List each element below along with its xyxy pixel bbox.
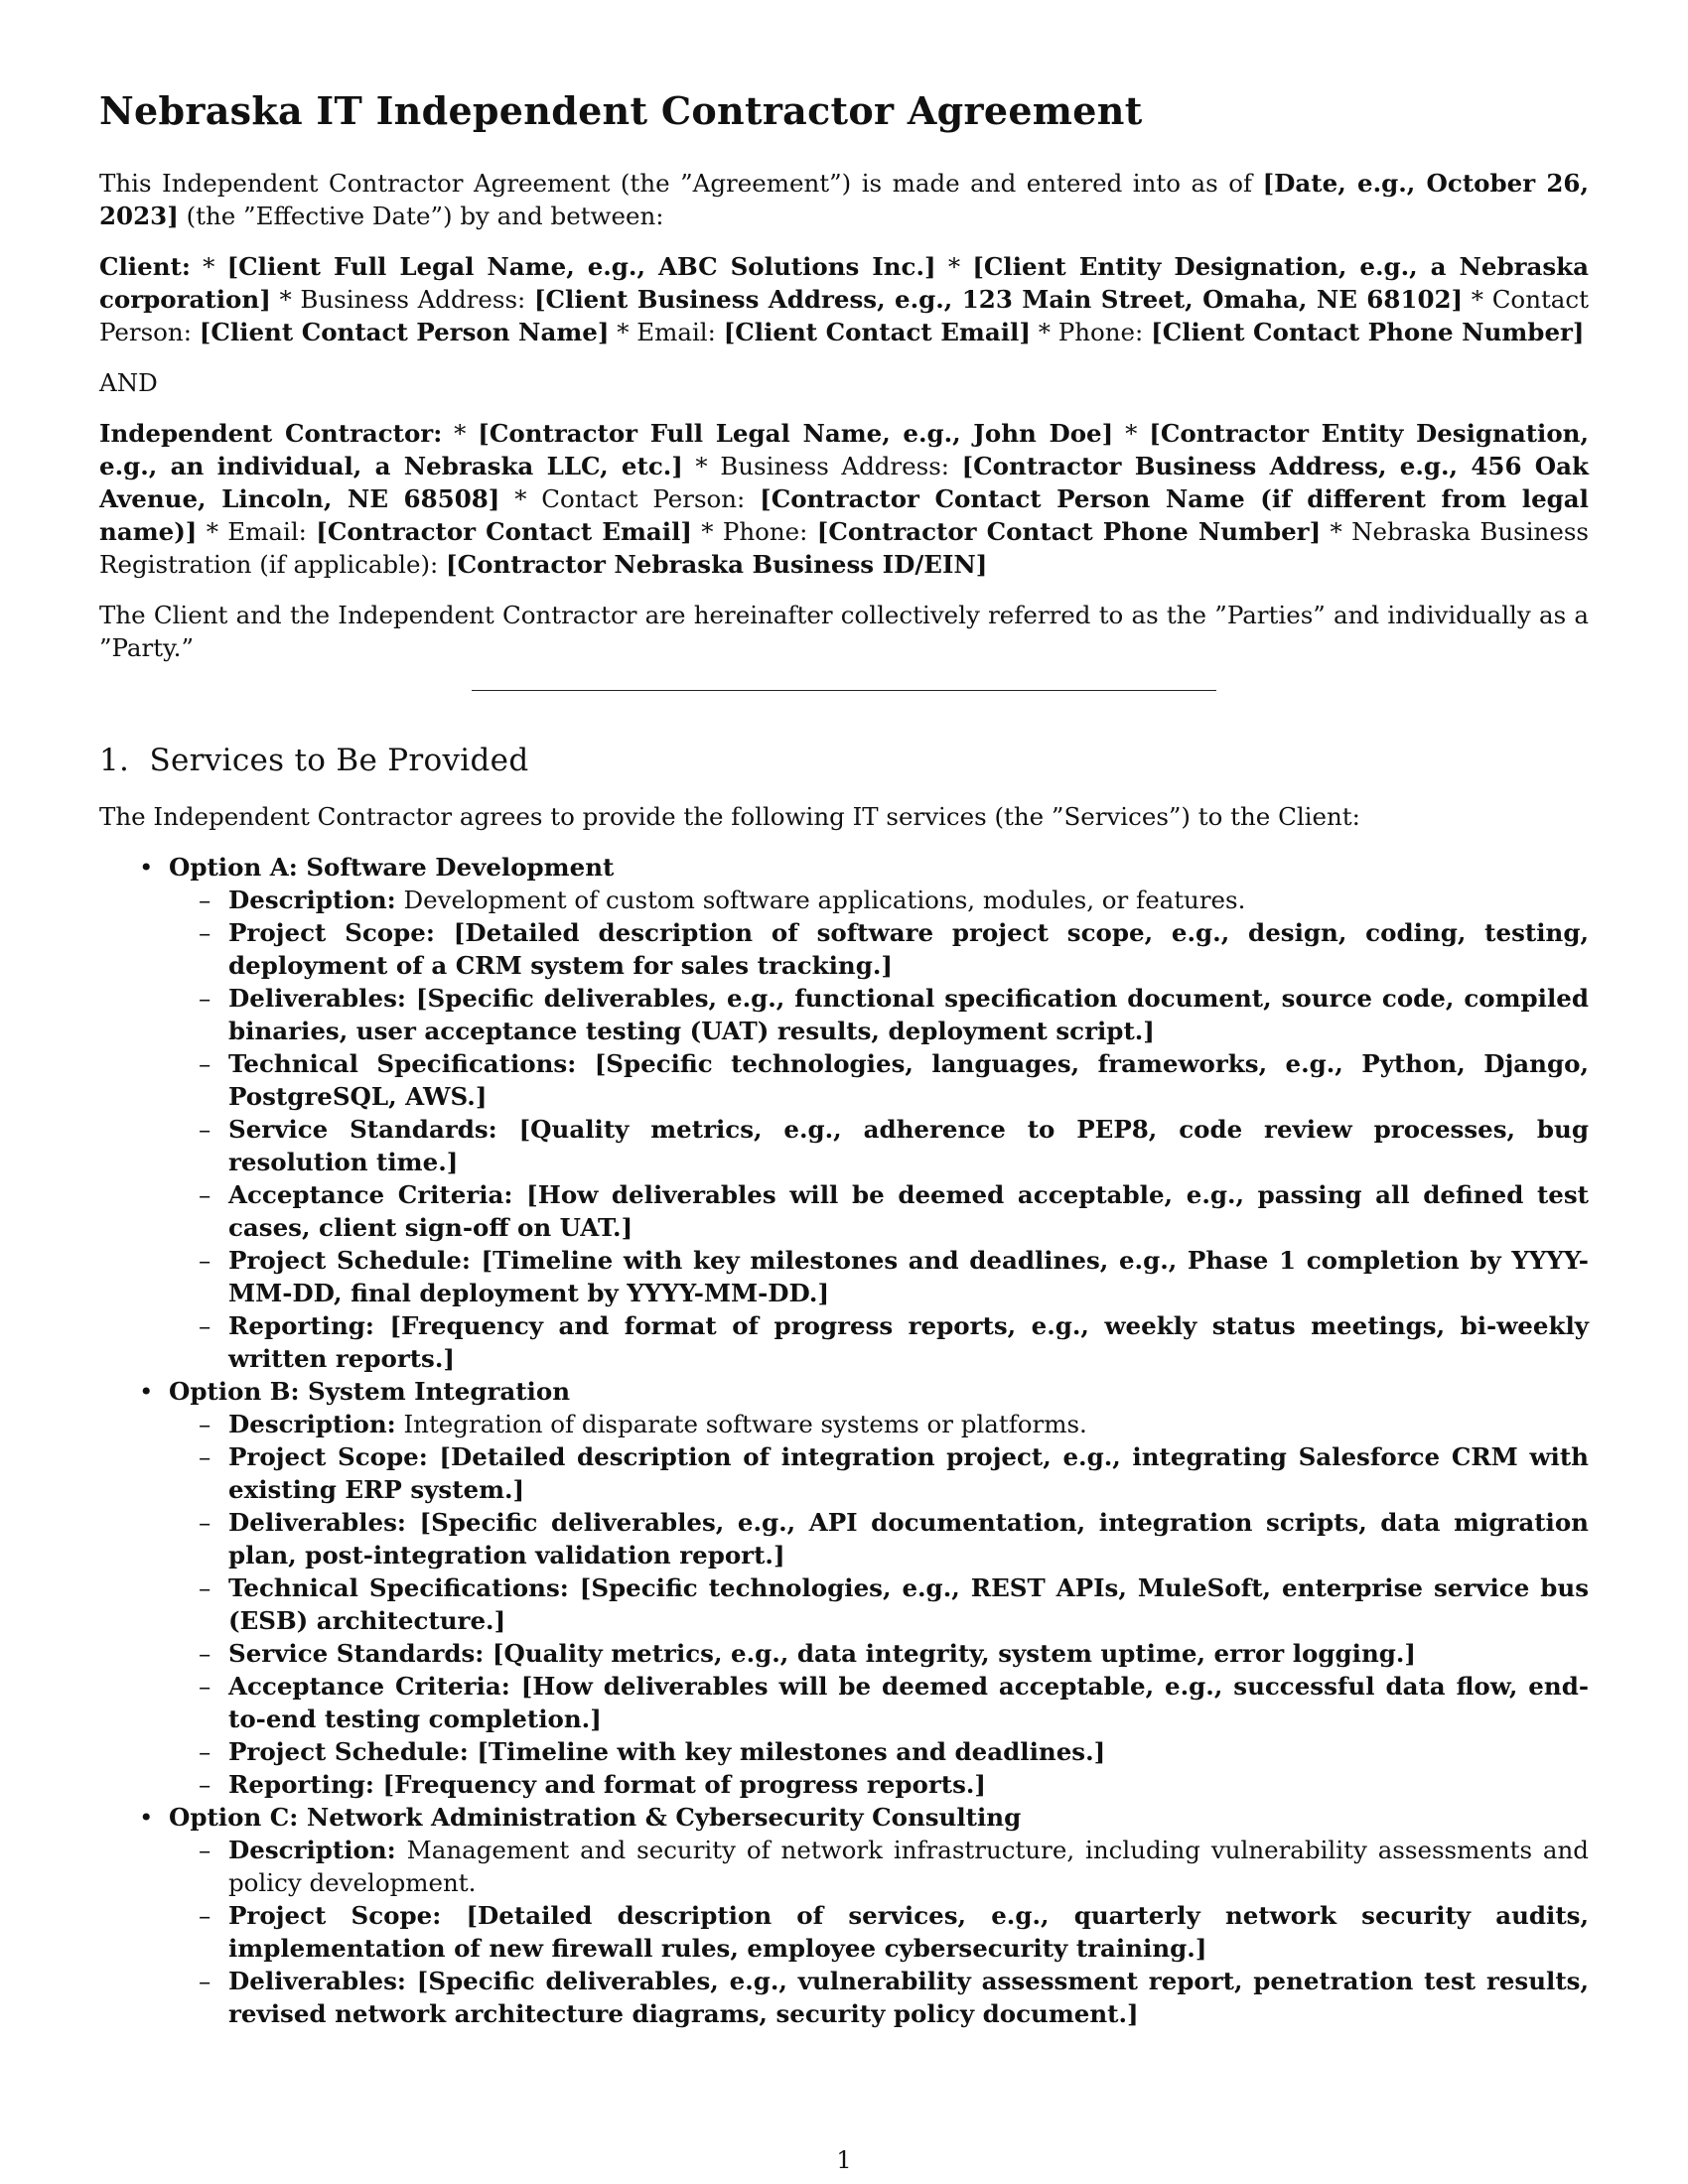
- service-option: [99, 851, 1589, 1375]
- service-detail-text: [How deliverables will be deemed acceptable, e.g., successful data flow, end-to-end testing completion.]: [228, 1672, 1589, 1733]
- service-detail-item: [169, 982, 1589, 1047]
- separator: *: [442, 419, 479, 448]
- service-detail-label: Technical Specifications:: [228, 1049, 577, 1078]
- service-detail-text: [Specific deliverables, e.g., API documentation, integration scripts, data migration plan, post-integration validation report.]: [228, 1508, 1589, 1570]
- service-option-title: • Option C: Network Administration & Cybersecurity Consulting: [169, 1803, 1022, 1832]
- intro-paragraph: [99, 167, 1589, 232]
- service-detail-item: [169, 1113, 1589, 1178]
- service-option-details: [169, 1834, 1589, 2030]
- horizontal-divider: [472, 690, 1216, 691]
- service-detail-text: [Specific technologies, languages, frameworks, e.g., Python, Django, PostgreSQL, AWS.]: [228, 1049, 1589, 1111]
- service-detail-label: Project Schedule:: [228, 1246, 471, 1275]
- service-detail-text: [Detailed description of software project scope, e.g., design, coding, testing, deployment of a CRM system for sales tracking.]: [228, 918, 1589, 980]
- service-detail-item: [169, 1244, 1589, 1309]
- service-detail-label: Project Scope:: [228, 1901, 442, 1930]
- service-detail-label: Project Scope:: [228, 1442, 428, 1471]
- client-phone-label: * Phone:: [1030, 318, 1152, 346]
- contractor-entity: [Contractor Entity Designation, e.g., an individual, a Nebraska LLC, etc.]: [99, 419, 1590, 480]
- contractor-reg-label: * Nebraska Business Registration (if applicable):: [99, 517, 1589, 579]
- service-detail-label: Service Standards:: [228, 1639, 485, 1668]
- document-title: Nebraska IT Independent Contractor Agreement: [99, 88, 1143, 133]
- contractor-contact-label: * Contact Person:: [499, 484, 761, 513]
- service-options-list: [99, 851, 1589, 2030]
- service-detail-item: [169, 1899, 1589, 1965]
- service-detail-label: Acceptance Criteria:: [228, 1180, 513, 1209]
- service-detail-text: [Quality metrics, e.g., adherence to PEP8, code review processes, bug resolution time.]: [228, 1115, 1589, 1176]
- service-detail-text: [Timeline with key milestones and deadlines, e.g., Phase 1 completion by YYYY-MM-DD, final deployment by YYYY-MM-DD.]: [228, 1246, 1589, 1307]
- client-contact: [Client Contact Person Name]: [199, 318, 610, 346]
- client-phone: [Client Contact Phone Number]: [1151, 318, 1585, 346]
- service-detail-label: Technical Specifications:: [228, 1573, 569, 1602]
- service-detail-item: [169, 1735, 1589, 1768]
- service-detail-text: [Specific deliverables, e.g., vulnerability assessment report, penetration test results, revised network architecture diagrams, security policy document.]: [228, 1967, 1589, 2028]
- service-detail-text: Integration of disparate software systems or platforms.: [395, 1410, 1087, 1438]
- service-detail-label: Description:: [228, 886, 396, 914]
- service-option: [99, 1801, 1589, 2030]
- service-detail-label: Reporting:: [228, 1770, 374, 1799]
- client-address-label: * Business Address:: [270, 285, 534, 314]
- contractor-label: Independent Contractor:: [99, 419, 443, 448]
- service-detail-label: Project Schedule:: [228, 1737, 469, 1766]
- service-detail-label: Service Standards:: [228, 1115, 497, 1144]
- intro-pre: This Independent Contractor Agreement (the ”Agreement”) is made and entered into as of: [99, 169, 1263, 198]
- section-number: 1.: [99, 743, 130, 778]
- service-option-title: • Option A: Software Development: [169, 853, 615, 882]
- service-detail-item: [169, 1965, 1589, 2030]
- service-detail-item: [169, 1506, 1589, 1571]
- service-detail-label: Acceptance Criteria:: [228, 1672, 510, 1701]
- service-detail-item: [169, 1637, 1589, 1670]
- page-number: 1: [836, 2146, 852, 2174]
- service-detail-text: [Timeline with key milestones and deadlines.]: [468, 1737, 1106, 1766]
- service-detail-item: [169, 1408, 1589, 1440]
- service-detail-item: [169, 1047, 1589, 1113]
- service-detail-text: [Quality metrics, e.g., data integrity, system uptime, error logging.]: [484, 1639, 1417, 1668]
- contractor-phone: [Contractor Contact Phone Number]: [816, 517, 1322, 546]
- client-address: [Client Business Address, e.g., 123 Main Street, Omaha, NE 68102]: [533, 285, 1464, 314]
- service-detail-label: Reporting:: [228, 1311, 374, 1340]
- service-detail-label: Description:: [228, 1836, 396, 1864]
- separator: *: [190, 252, 227, 281]
- contractor-email-label: * Email:: [197, 517, 317, 546]
- separator: *: [1113, 419, 1150, 448]
- service-detail-item: [169, 1670, 1589, 1735]
- service-detail-item: [169, 884, 1589, 916]
- service-detail-text: [Specific technologies, e.g., REST APIs, MuleSoft, enterprise service bus (ESB) architecture.]: [228, 1573, 1589, 1635]
- section-1-heading: [99, 741, 1589, 780]
- service-detail-label: Project Scope:: [228, 918, 435, 947]
- contractor-email: [Contractor Contact Email]: [316, 517, 692, 546]
- intro-post: (the ”Effective Date”) by and between:: [178, 202, 664, 230]
- contractor-phone-label: * Phone:: [691, 517, 817, 546]
- service-detail-item: [169, 1178, 1589, 1244]
- service-option-title: • Option B: System Integration: [169, 1377, 571, 1406]
- service-detail-text: Development of custom software applications, modules, or features.: [395, 886, 1246, 914]
- service-detail-text: [Specific deliverables, e.g., functional specification document, source code, compiled binaries, user acceptance testing (UAT) results, deployment script.]: [228, 984, 1589, 1045]
- service-detail-text: [How deliverables will be deemed acceptable, e.g., passing all defined test cases, client sign-off on UAT.]: [228, 1180, 1589, 1242]
- service-detail-text: Management and security of network infrastructure, including vulnerability assessments and policy development.: [228, 1836, 1589, 1897]
- service-option: [99, 1375, 1589, 1801]
- client-label: Client:: [99, 252, 191, 281]
- client-entity: [Client Entity Designation, e.g., a Nebraska corporation]: [99, 252, 1590, 314]
- service-detail-item: [169, 1440, 1589, 1506]
- section-title: Services to Be Provided: [149, 743, 529, 778]
- contractor-address: [Contractor Business Address, e.g., 456 Oak Avenue, Lincoln, NE 68508]: [99, 452, 1589, 513]
- service-detail-text: [Frequency and format of progress reports, e.g., weekly status meetings, bi-weekly written reports.]: [228, 1311, 1589, 1373]
- service-detail-text: [Detailed description of integration project, e.g., integrating Salesforce CRM with existing ERP system.]: [228, 1442, 1589, 1504]
- service-detail-item: [169, 916, 1589, 982]
- service-detail-label: Deliverables:: [228, 1967, 406, 1995]
- service-detail-item: [169, 1571, 1589, 1637]
- and-text: AND: [99, 368, 158, 397]
- client-block: [99, 250, 1589, 348]
- contractor-block: [99, 417, 1589, 581]
- service-detail-text: [Frequency and format of progress reports.]: [373, 1770, 986, 1799]
- service-detail-item: [169, 1834, 1589, 1899]
- service-detail-label: Deliverables:: [228, 1508, 406, 1537]
- client-email-label: * Email:: [609, 318, 724, 346]
- service-detail-item: [169, 1309, 1589, 1375]
- contractor-name: [Contractor Full Legal Name, e.g., John Doe]: [478, 419, 1114, 448]
- contractor-contact: [Contractor Contact Person Name (if different from legal name)]: [99, 484, 1589, 546]
- service-option-details: [169, 1408, 1589, 1801]
- document-page: [99, 87, 1589, 2030]
- section-1-intro: The Independent Contractor agrees to provide the following IT services (the ”Services”) to the Client:: [99, 802, 1360, 831]
- service-detail-item: [169, 1768, 1589, 1801]
- client-name: [Client Full Legal Name, e.g., ABC Solutions Inc.]: [226, 252, 936, 281]
- contractor-address-label: * Business Address:: [682, 452, 962, 480]
- service-detail-text: [Detailed description of services, e.g., quarterly network security audits, implementation of new firewall rules, employee cybersecurity training.]: [228, 1901, 1589, 1963]
- effective-date-placeholder: [Date, e.g., October 26, 2023]: [99, 169, 1589, 230]
- contractor-reg: [Contractor Nebraska Business ID/EIN]: [446, 550, 988, 579]
- separator: *: [935, 252, 973, 281]
- client-email: [Client Contact Email]: [723, 318, 1031, 346]
- service-detail-label: Description:: [228, 1410, 396, 1438]
- client-contact-label: * Contact Person:: [99, 285, 1589, 346]
- parties-paragraph: The Client and the Independent Contractor are hereinafter collectively referred to as the ”Parties” and individually as a ”Party.”: [99, 601, 1589, 662]
- service-detail-label: Deliverables:: [228, 984, 406, 1013]
- service-option-details: [169, 884, 1589, 1375]
